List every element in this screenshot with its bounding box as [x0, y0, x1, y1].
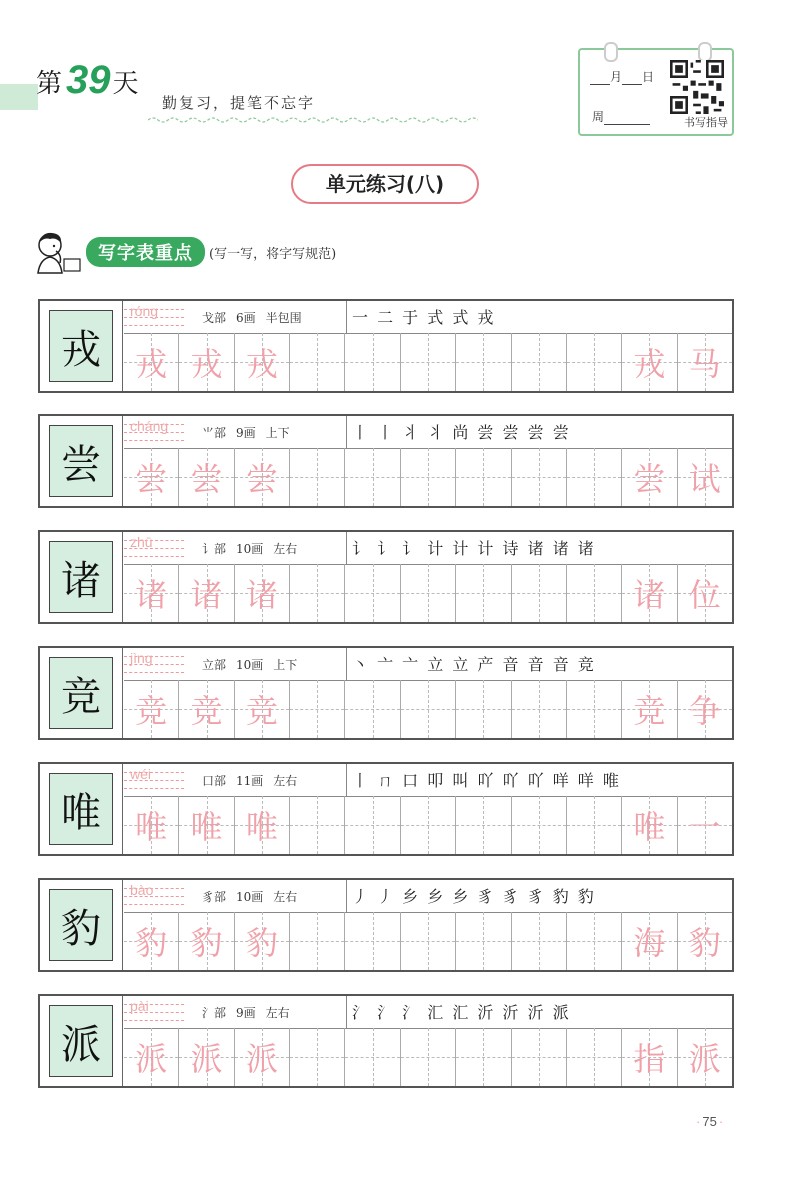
- writing-cell[interactable]: [512, 448, 567, 506]
- writing-grid: [124, 796, 732, 854]
- meta-strokes: 9画: [236, 1006, 256, 1020]
- writing-cell[interactable]: [622, 680, 677, 738]
- meta-structure: 左右: [273, 890, 298, 904]
- char-meta: [202, 424, 300, 441]
- meta-radical: 戈部: [202, 311, 227, 325]
- unit-title: 单元练习(八): [291, 164, 479, 204]
- stroke-order: 讠 讠 讠 计 计 计 诗 诸 诸 诸: [352, 539, 596, 558]
- writing-cell[interactable]: [290, 796, 345, 854]
- writing-cell[interactable]: [290, 912, 345, 970]
- writing-cell[interactable]: [235, 680, 290, 738]
- writing-cell[interactable]: [622, 564, 677, 622]
- trace-char: 竞: [135, 692, 168, 730]
- page-number: · 75 ·: [696, 1114, 724, 1129]
- practice-row: [38, 414, 734, 508]
- writing-cell[interactable]: [290, 564, 345, 622]
- writing-cell[interactable]: [456, 796, 511, 854]
- meta-structure: 左右: [273, 774, 298, 788]
- writing-cell[interactable]: [179, 680, 234, 738]
- word-trace-char: 诸: [633, 576, 666, 614]
- writing-cell[interactable]: [567, 333, 622, 391]
- writing-cell[interactable]: [345, 1028, 400, 1086]
- char-info-bar: [124, 301, 732, 334]
- model-char: 诸: [49, 541, 113, 613]
- writing-cell[interactable]: [401, 564, 456, 622]
- trace-char: 诸: [135, 576, 168, 614]
- writing-cell[interactable]: [456, 564, 511, 622]
- pinyin-text: wéi: [130, 766, 152, 782]
- trace-char: 唯: [135, 808, 168, 846]
- writing-cell[interactable]: [290, 333, 345, 391]
- pinyin-text: cháng: [130, 418, 169, 434]
- trace-char: 尝: [190, 460, 223, 498]
- date-month-day[interactable]: [590, 68, 654, 85]
- writing-grid: [124, 1028, 732, 1086]
- date-card: [578, 48, 734, 136]
- writing-cell[interactable]: [678, 448, 732, 506]
- trace-char: 唯: [190, 808, 223, 846]
- char-info-bar: [124, 764, 732, 797]
- word-trace-char: 派: [688, 1040, 721, 1078]
- trace-char: 竞: [190, 692, 223, 730]
- writing-cell[interactable]: [235, 1028, 290, 1086]
- practice-row: [38, 994, 734, 1088]
- meta-strokes: 10画: [236, 890, 264, 904]
- char-meta: [202, 772, 307, 789]
- pinyin-text: bào: [130, 882, 154, 898]
- writing-cell[interactable]: [124, 333, 179, 391]
- pinyin-box: [124, 880, 184, 912]
- writing-cell[interactable]: [401, 680, 456, 738]
- word-trace-char: 尝: [633, 460, 666, 498]
- writing-cell[interactable]: [678, 1028, 732, 1086]
- writing-cell[interactable]: [567, 564, 622, 622]
- writing-cell[interactable]: [345, 333, 400, 391]
- writing-cell[interactable]: [345, 680, 400, 738]
- writing-cell[interactable]: [124, 448, 179, 506]
- writing-cell[interactable]: [124, 796, 179, 854]
- practice-row: [38, 530, 734, 624]
- meta-structure: 上下: [265, 426, 290, 440]
- writing-cell[interactable]: [290, 1028, 345, 1086]
- trace-char: 豹: [190, 924, 223, 962]
- writing-cell[interactable]: [124, 1028, 179, 1086]
- model-char-cell: [40, 532, 123, 622]
- writing-cell[interactable]: [567, 912, 622, 970]
- model-char: 唯: [49, 773, 113, 845]
- char-meta: [202, 540, 307, 557]
- writing-cell[interactable]: [678, 796, 732, 854]
- day-number: 39: [66, 58, 111, 102]
- pinyin-text: pài: [130, 998, 149, 1014]
- writing-cell[interactable]: [512, 564, 567, 622]
- writing-grid: [124, 564, 732, 622]
- char-info-bar: [124, 880, 732, 913]
- word-trace-char: 戎: [633, 345, 666, 383]
- model-char: 竞: [49, 657, 113, 729]
- trace-char: 派: [190, 1040, 223, 1078]
- meta-strokes: 11画: [236, 774, 264, 788]
- month-label: 月: [610, 70, 623, 84]
- writing-cell[interactable]: [622, 448, 677, 506]
- writing-cell[interactable]: [235, 448, 290, 506]
- stroke-order: 氵 氵 氵 汇 汇 沂 沂 沂 派: [352, 1003, 571, 1022]
- model-char-cell: [40, 301, 123, 391]
- writing-cell[interactable]: [179, 333, 234, 391]
- writing-cell[interactable]: [401, 796, 456, 854]
- meta-radical: 豸部: [202, 890, 227, 904]
- stroke-order: 丨 ㄇ 口 叩 叫 吖 吖 吖 咩 咩 唯: [352, 771, 621, 790]
- writing-cell[interactable]: [345, 564, 400, 622]
- trace-char: 竞: [245, 692, 278, 730]
- stroke-order: 一 二 于 式 式 戎: [352, 308, 496, 327]
- practice-row: [38, 878, 734, 972]
- meta-radical: ⺌部: [202, 426, 227, 440]
- date-week[interactable]: [592, 108, 650, 125]
- meta-strokes: 6画: [236, 311, 256, 325]
- corner-green-block: [0, 84, 38, 110]
- writing-cell[interactable]: [678, 333, 732, 391]
- meta-strokes: 10画: [236, 542, 264, 556]
- writing-cell[interactable]: [678, 912, 732, 970]
- writing-cell[interactable]: [179, 1028, 234, 1086]
- writing-cell[interactable]: [512, 333, 567, 391]
- writing-cell[interactable]: [345, 796, 400, 854]
- pinyin-text: jìng: [130, 650, 153, 666]
- trace-char: 尝: [245, 460, 278, 498]
- trace-char: 戎: [245, 345, 278, 383]
- writing-cell[interactable]: [179, 796, 234, 854]
- writing-cell[interactable]: [512, 796, 567, 854]
- writing-grid: [124, 448, 732, 506]
- pinyin-text: róng: [130, 303, 159, 319]
- stroke-order: 丶 亠 亠 立 立 产 音 音 音 竞: [352, 655, 596, 674]
- meta-structure: 上下: [273, 658, 298, 672]
- word-trace-char: 位: [688, 576, 721, 614]
- meta-strokes: 9画: [236, 426, 256, 440]
- section-header: [30, 232, 336, 272]
- trace-char: 尝: [135, 460, 168, 498]
- writing-cell[interactable]: [678, 564, 732, 622]
- word-trace-char: 唯: [633, 808, 666, 846]
- qr-code-icon[interactable]: [670, 60, 724, 114]
- pinyin-box: [124, 764, 184, 796]
- char-info-bar: [124, 532, 732, 565]
- trace-char: 唯: [245, 808, 278, 846]
- writing-cell[interactable]: [401, 912, 456, 970]
- section-title: 写字表重点: [86, 237, 205, 267]
- writing-cell[interactable]: [179, 448, 234, 506]
- writing-cell[interactable]: [401, 448, 456, 506]
- writing-cell[interactable]: [179, 564, 234, 622]
- writing-cell[interactable]: [290, 448, 345, 506]
- meta-strokes: 10画: [236, 658, 264, 672]
- trace-char: 派: [135, 1040, 168, 1078]
- writing-cell[interactable]: [235, 333, 290, 391]
- ring-icon: [604, 42, 618, 62]
- writing-cell[interactable]: [512, 1028, 567, 1086]
- day-label: 日: [642, 70, 655, 84]
- wavy-divider: [148, 116, 478, 124]
- stroke-order: 丨 丨 丬 丬 尚 尝 尝 尝 尝: [352, 423, 571, 442]
- model-char: 戎: [49, 310, 113, 382]
- pinyin-box: [124, 532, 184, 564]
- writing-cell[interactable]: [622, 333, 677, 391]
- word-trace-char: 一: [688, 808, 721, 846]
- char-info-bar: [124, 996, 732, 1029]
- model-char: 豹: [49, 889, 113, 961]
- trace-char: 豹: [135, 924, 168, 962]
- writing-cell[interactable]: [456, 1028, 511, 1086]
- pinyin-text: zhū: [130, 534, 153, 550]
- writing-cell[interactable]: [678, 680, 732, 738]
- boy-reading-icon: [30, 229, 84, 275]
- writing-cell[interactable]: [622, 1028, 677, 1086]
- writing-cell[interactable]: [456, 680, 511, 738]
- writing-cell[interactable]: [567, 448, 622, 506]
- word-trace-char: 指: [633, 1040, 666, 1078]
- word-trace-char: 豹: [688, 924, 721, 962]
- writing-cell[interactable]: [290, 680, 345, 738]
- writing-cell[interactable]: [401, 333, 456, 391]
- writing-cell[interactable]: [124, 564, 179, 622]
- writing-cell[interactable]: [235, 564, 290, 622]
- writing-grid: [124, 912, 732, 970]
- writing-cell[interactable]: [512, 680, 567, 738]
- pinyin-box: [124, 416, 184, 448]
- qr-caption: 书写指导: [684, 116, 728, 129]
- writing-cell[interactable]: [567, 1028, 622, 1086]
- char-info-bar: [124, 648, 732, 681]
- writing-cell[interactable]: [567, 796, 622, 854]
- writing-cell[interactable]: [401, 1028, 456, 1086]
- writing-cell[interactable]: [345, 448, 400, 506]
- word-trace-char: 海: [633, 924, 666, 962]
- practice-row: [38, 762, 734, 856]
- word-trace-char: 争: [688, 692, 721, 730]
- practice-row: [38, 299, 734, 393]
- writing-cell[interactable]: [124, 912, 179, 970]
- writing-cell[interactable]: [456, 912, 511, 970]
- writing-cell[interactable]: [622, 912, 677, 970]
- pinyin-box: [124, 648, 184, 680]
- model-char-cell: [40, 764, 123, 854]
- char-meta: [202, 656, 307, 673]
- writing-grid: [124, 680, 732, 738]
- writing-cell[interactable]: [345, 912, 400, 970]
- writing-cell[interactable]: [235, 796, 290, 854]
- day-title: [36, 56, 139, 100]
- model-char: 派: [49, 1005, 113, 1077]
- word-trace-char: 试: [688, 460, 721, 498]
- meta-structure: 左右: [265, 1006, 290, 1020]
- motto: 勤复习，提笔不忘字: [162, 94, 316, 112]
- writing-cell[interactable]: [456, 448, 511, 506]
- trace-char: 豹: [245, 924, 278, 962]
- trace-char: 派: [245, 1040, 278, 1078]
- trace-char: 诸: [245, 576, 278, 614]
- meta-radical: 立部: [202, 658, 227, 672]
- meta-radical: 讠部: [202, 542, 227, 556]
- day-prefix: 第: [36, 69, 63, 99]
- char-meta: [202, 1004, 300, 1021]
- day-suffix: 天: [112, 69, 139, 99]
- trace-char: 戎: [135, 345, 168, 383]
- meta-radical: 氵部: [202, 1006, 227, 1020]
- writing-grid: [124, 333, 732, 391]
- meta-structure: 左右: [273, 542, 298, 556]
- pinyin-box: [124, 301, 184, 333]
- meta-structure: 半包围: [265, 311, 302, 325]
- writing-cell[interactable]: [567, 680, 622, 738]
- week-label: 周: [592, 110, 605, 124]
- char-info-bar: [124, 416, 732, 449]
- model-char-cell: [40, 996, 123, 1086]
- model-char-cell: [40, 880, 123, 970]
- char-meta: [202, 888, 307, 905]
- char-meta: [202, 309, 312, 326]
- trace-char: 戎: [190, 345, 223, 383]
- ring-icon: [698, 42, 712, 62]
- section-hint: (写一写，将字写规范): [209, 246, 337, 262]
- stroke-order: 丿 丿 乡 乡 乡 豸 豸 豸 豹 豹: [352, 887, 596, 906]
- pinyin-box: [124, 996, 184, 1028]
- practice-row: [38, 646, 734, 740]
- model-char-cell: [40, 648, 123, 738]
- writing-cell[interactable]: [235, 912, 290, 970]
- page-number-text: 75: [702, 1114, 717, 1129]
- writing-cell[interactable]: [179, 912, 234, 970]
- word-trace-char: 竞: [633, 692, 666, 730]
- model-char-cell: [40, 416, 123, 506]
- writing-cell[interactable]: [124, 680, 179, 738]
- writing-cell[interactable]: [622, 796, 677, 854]
- trace-char: 诸: [190, 576, 223, 614]
- writing-cell[interactable]: [456, 333, 511, 391]
- writing-cell[interactable]: [512, 912, 567, 970]
- model-char: 尝: [49, 425, 113, 497]
- word-trace-char: 马: [688, 345, 721, 383]
- meta-radical: 口部: [202, 774, 227, 788]
